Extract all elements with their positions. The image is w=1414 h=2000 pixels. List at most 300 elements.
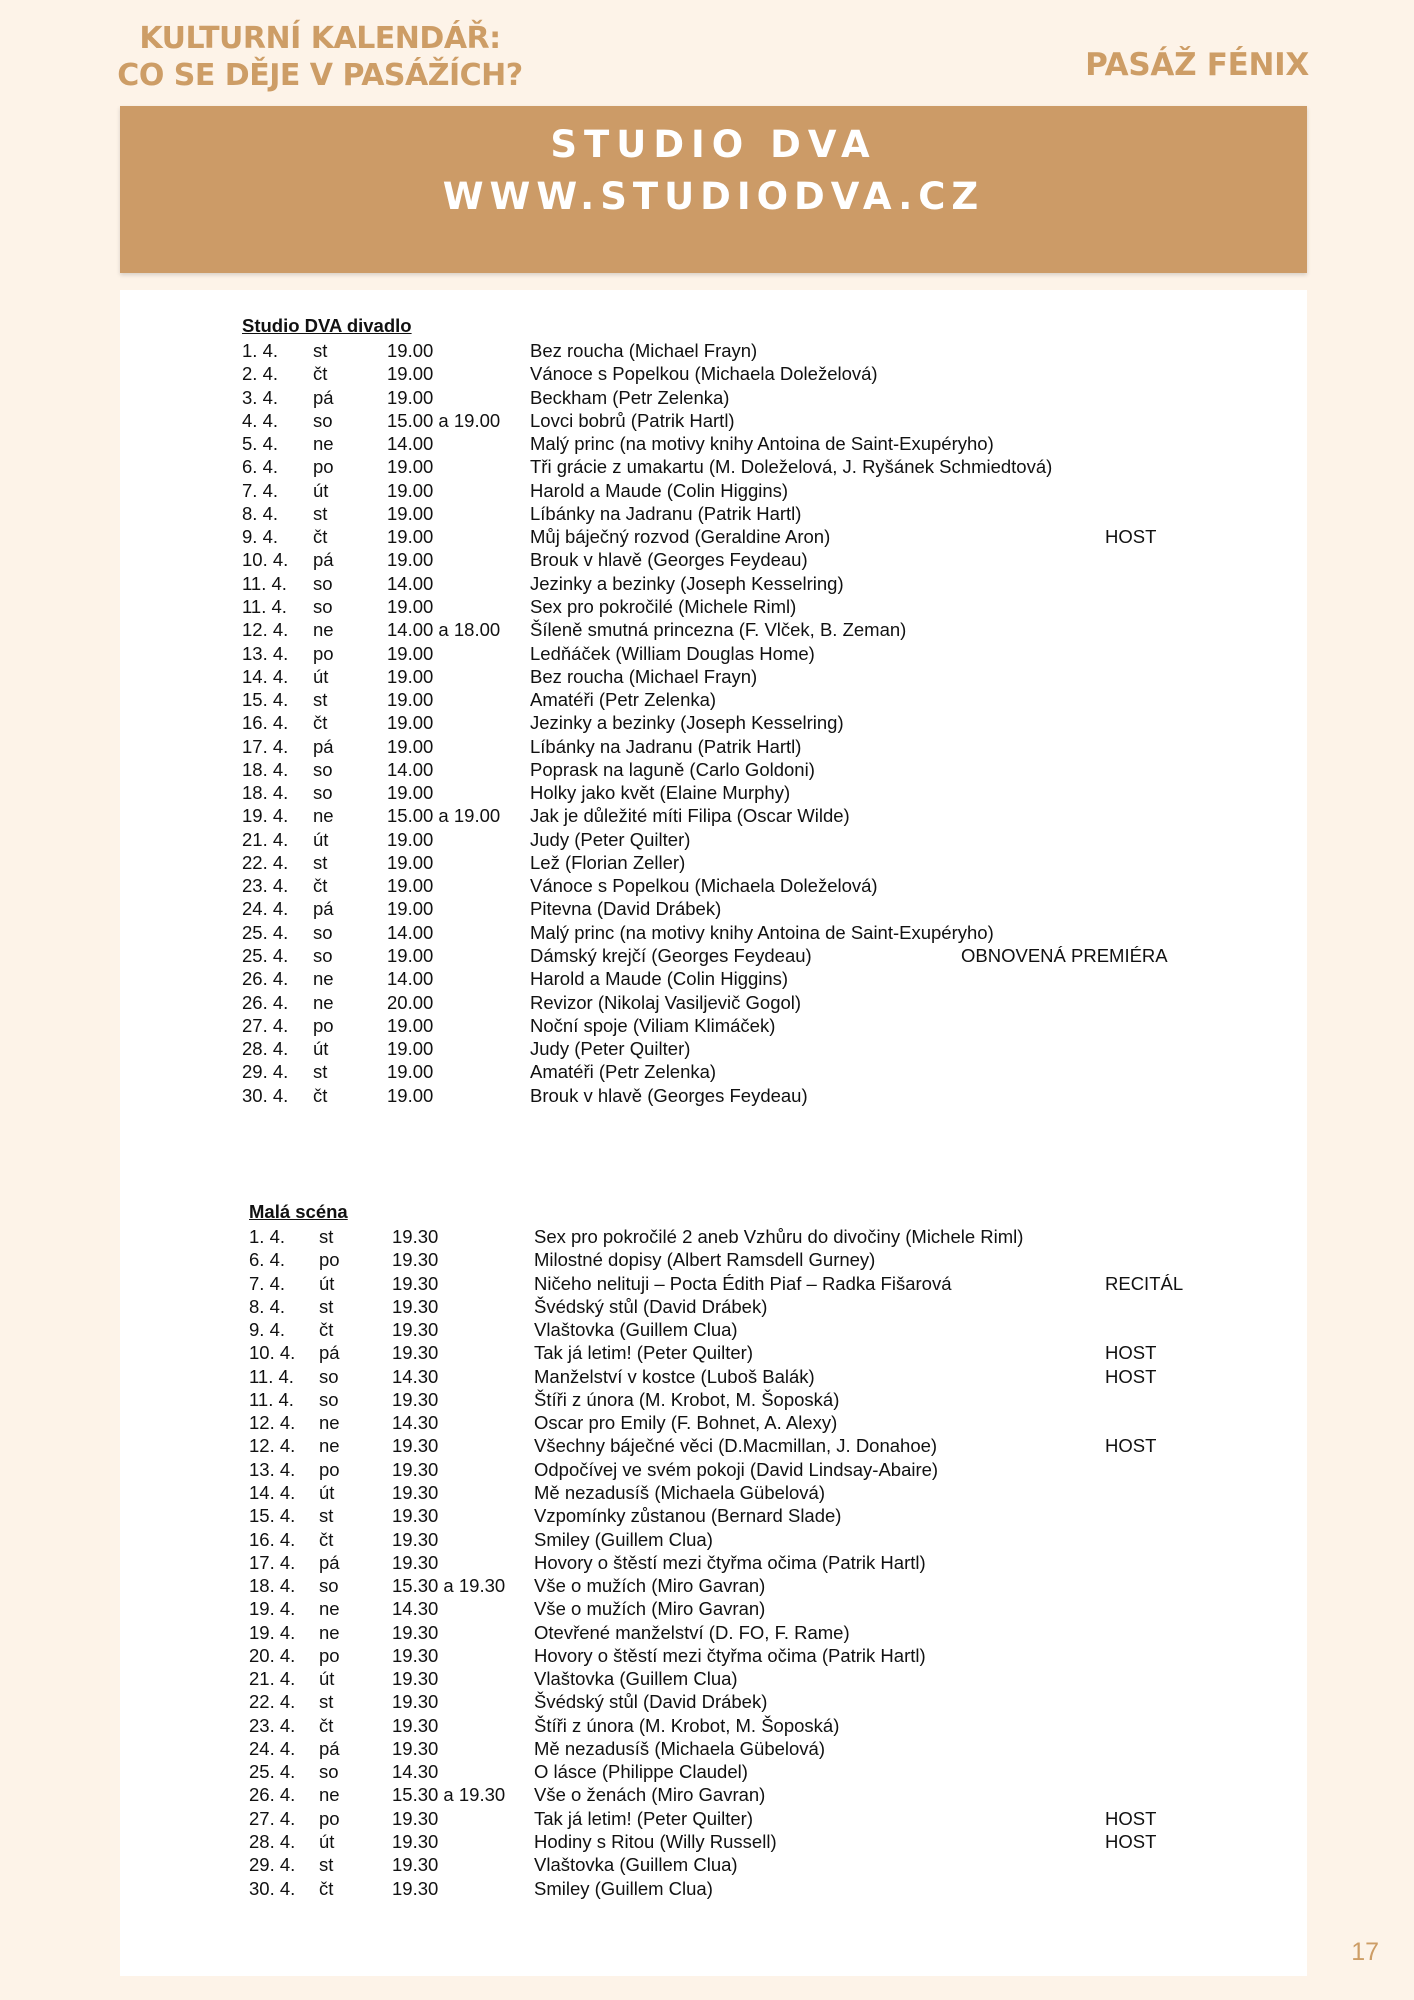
row-title: Judy (Peter Quilter)	[530, 828, 691, 850]
table-row	[120, 991, 1307, 1014]
row-date: 7. 4.	[249, 1272, 285, 1294]
table-row	[120, 1667, 1307, 1690]
table-row	[120, 1481, 1307, 1504]
table-row	[120, 851, 1307, 874]
row-time: 19.00	[387, 1061, 434, 1083]
row-date: 28. 4.	[242, 1038, 289, 1060]
row-day: pá	[313, 898, 334, 920]
row-day: út	[319, 1272, 335, 1294]
page-number: 17	[1351, 1938, 1379, 1966]
table-row	[120, 828, 1307, 851]
row-day: st	[313, 340, 328, 361]
row-title: O lásce (Philippe Claudel)	[534, 1761, 748, 1783]
table-row	[120, 572, 1307, 595]
row-time: 19.30	[392, 1691, 439, 1713]
row-date: 30. 4.	[249, 1877, 296, 1899]
row-time: 15.30 a 19.30	[392, 1575, 506, 1597]
row-day: so	[313, 409, 333, 431]
row-title: Brouk v hlavě (Georges Feydeau)	[530, 1084, 808, 1106]
row-title: Šíleně smutná princezna (F. Vlček, B. Zeman)	[530, 619, 907, 641]
row-title: Vánoce s Popelkou (Michaela Doleželová)	[530, 363, 878, 385]
row-title: Beckham (Petr Zelenka)	[530, 386, 730, 408]
row-date: 23. 4.	[249, 1714, 296, 1736]
row-date: 5. 4.	[242, 433, 278, 455]
table-row	[120, 1341, 1307, 1364]
row-title: Hovory o štěstí mezi čtyřma očima (Patrik Hartl)	[534, 1551, 926, 1573]
section-title-divadlo: Studio DVA divadlo	[242, 315, 412, 336]
row-day: so	[319, 1388, 339, 1410]
row-time: 19.00	[387, 456, 434, 478]
table-row	[120, 548, 1307, 571]
table-row	[120, 1084, 1307, 1107]
row-title: Vlaštovka (Guillem Clua)	[534, 1854, 738, 1876]
row-time: 19.00	[387, 595, 434, 617]
table-row	[120, 1037, 1307, 1060]
row-date: 10. 4.	[249, 1342, 296, 1364]
row-time: 19.00	[387, 782, 434, 804]
row-time: 19.00	[387, 665, 434, 687]
row-date: 1. 4.	[249, 1226, 285, 1247]
row-day: so	[319, 1761, 339, 1783]
row-day: so	[313, 758, 333, 780]
row-time: 19.00	[387, 851, 434, 873]
row-time: 19.30	[392, 1551, 439, 1573]
row-day: so	[319, 1365, 339, 1387]
row-time: 19.00	[387, 1038, 434, 1060]
row-title: Noční spoje (Viliam Klimáček)	[530, 1014, 776, 1036]
row-day: út	[313, 828, 329, 850]
row-day: po	[319, 1249, 340, 1271]
row-time: 19.00	[387, 898, 434, 920]
row-day: čt	[313, 526, 328, 548]
row-date: 3. 4.	[242, 386, 278, 408]
row-time: 19.30	[392, 1644, 439, 1666]
row-time: 19.30	[392, 1505, 439, 1527]
row-time: 19.00	[387, 712, 434, 734]
row-date: 1. 4.	[242, 340, 278, 361]
row-date: 16. 4.	[249, 1528, 296, 1550]
table-row	[120, 1783, 1307, 1806]
row-time: 19.30	[392, 1668, 439, 1690]
row-day: ne	[319, 1784, 340, 1806]
row-day: ne	[319, 1412, 340, 1434]
row-time: 19.30	[392, 1272, 439, 1294]
table-row	[120, 967, 1307, 990]
row-date: 19. 4.	[249, 1598, 296, 1620]
row-date: 8. 4.	[249, 1295, 285, 1317]
row-date: 22. 4.	[242, 851, 289, 873]
row-day: st	[319, 1505, 334, 1527]
banner-website: WWW.STUDIODVA.CZ	[442, 175, 985, 218]
table-row	[120, 455, 1307, 478]
row-time: 19.30	[392, 1831, 439, 1853]
table-row	[120, 1014, 1307, 1037]
table-row	[120, 1458, 1307, 1481]
table-row	[120, 711, 1307, 734]
table-row	[120, 1528, 1307, 1551]
row-day: st	[313, 1061, 328, 1083]
row-title: Jezinky a bezinky (Joseph Kesselring)	[530, 572, 844, 594]
row-title: Holky jako květ (Elaine Murphy)	[530, 782, 791, 804]
row-title: Dámský krejčí (Georges Feydeau)	[530, 945, 812, 967]
row-day: so	[313, 782, 333, 804]
row-date: 13. 4.	[242, 642, 289, 664]
row-title: Vše o mužích (Miro Gavran)	[534, 1575, 766, 1597]
table-row	[120, 1365, 1307, 1388]
row-date: 12. 4.	[242, 619, 289, 641]
row-day: st	[313, 851, 328, 873]
table-row	[120, 1318, 1307, 1341]
row-title: Lovci bobrů (Patrik Hartl)	[530, 409, 735, 431]
table-row	[120, 1807, 1307, 1830]
row-day: po	[319, 1807, 340, 1829]
row-time: 19.30	[392, 1435, 439, 1457]
row-day: po	[313, 1014, 334, 1036]
row-date: 8. 4.	[242, 502, 278, 524]
row-title: Pitevna (David Drábek)	[530, 898, 722, 920]
row-date: 25. 4.	[242, 921, 289, 943]
row-date: 25. 4.	[249, 1761, 296, 1783]
row-day: po	[319, 1644, 340, 1666]
row-day: út	[319, 1831, 335, 1853]
row-day: ne	[319, 1621, 340, 1643]
table-row	[120, 665, 1307, 688]
row-date: 18. 4.	[242, 758, 289, 780]
row-date: 16. 4.	[242, 712, 289, 734]
row-title: Bez roucha (Michael Frayn)	[530, 665, 758, 687]
table-row	[120, 1714, 1307, 1737]
row-title: Tři grácie z umakartu (M. Doleželová, J. Ryšánek Schmiedtová)	[530, 456, 1053, 478]
row-note: RECITÁL	[1105, 1272, 1184, 1294]
table-row	[120, 1411, 1307, 1434]
table-row	[120, 1504, 1307, 1527]
row-time: 14.30	[392, 1412, 439, 1434]
row-time: 19.00	[387, 689, 434, 711]
row-day: ne	[319, 1435, 340, 1457]
row-time: 19.30	[392, 1854, 439, 1876]
row-date: 12. 4.	[249, 1435, 296, 1457]
row-day: čt	[319, 1528, 334, 1550]
row-time: 14.30	[392, 1761, 439, 1783]
program-sheet	[120, 290, 1307, 1976]
row-time: 19.30	[392, 1342, 439, 1364]
row-date: 29. 4.	[242, 1061, 289, 1083]
table-row	[120, 1434, 1307, 1457]
row-day: čt	[319, 1877, 334, 1899]
row-date: 6. 4.	[249, 1249, 285, 1271]
row-time: 19.00	[387, 875, 434, 897]
row-date: 18. 4.	[249, 1575, 296, 1597]
row-title: Smiley (Guillem Clua)	[534, 1877, 713, 1899]
row-time: 15.00 a 19.00	[387, 409, 501, 431]
table-row	[120, 1760, 1307, 1783]
row-title: Tak já letim! (Peter Quilter)	[534, 1807, 753, 1829]
row-title: Líbánky na Jadranu (Patrik Hartl)	[530, 735, 802, 757]
row-day: pá	[319, 1342, 340, 1364]
pasaz-name: PASÁŽ FÉNIX	[1085, 47, 1309, 83]
row-title: Vše o ženách (Miro Gavran)	[534, 1784, 766, 1806]
table-row	[120, 595, 1307, 618]
row-time: 19.00	[387, 386, 434, 408]
row-day: ne	[313, 619, 334, 641]
row-title: Brouk v hlavě (Georges Feydeau)	[530, 549, 808, 571]
row-day: pá	[313, 549, 334, 571]
row-date: 26. 4.	[249, 1784, 296, 1806]
row-day: út	[319, 1668, 335, 1690]
row-time: 19.30	[392, 1807, 439, 1829]
row-day: út	[313, 665, 329, 687]
row-day: so	[313, 945, 333, 967]
row-day: so	[313, 572, 333, 594]
row-time: 19.30	[392, 1226, 439, 1247]
row-day: so	[313, 921, 333, 943]
row-date: 11. 4.	[249, 1388, 294, 1410]
table-row	[120, 1737, 1307, 1760]
table-row	[120, 1830, 1307, 1853]
row-date: 21. 4.	[249, 1668, 296, 1690]
row-day: čt	[313, 712, 328, 734]
row-date: 23. 4.	[242, 875, 289, 897]
row-date: 21. 4.	[242, 828, 289, 850]
row-time: 19.00	[387, 735, 434, 757]
row-date: 9. 4.	[249, 1319, 285, 1341]
row-note: OBNOVENÁ PREMIÉRA	[961, 945, 1168, 967]
table-row	[120, 1853, 1307, 1876]
row-title: Oscar pro Emily (F. Bohnet, A. Alexy)	[534, 1412, 838, 1434]
row-time: 19.30	[392, 1714, 439, 1736]
row-time: 19.30	[392, 1249, 439, 1271]
row-title: Judy (Peter Quilter)	[530, 1038, 691, 1060]
row-note: HOST	[1105, 1831, 1157, 1853]
row-day: po	[313, 642, 334, 664]
row-title: Jak je důležité míti Filipa (Oscar Wilde)	[530, 805, 850, 827]
row-date: 19. 4.	[242, 805, 289, 827]
row-date: 11. 4.	[242, 572, 287, 594]
row-time: 19.00	[387, 1084, 434, 1106]
row-date: 24. 4.	[242, 898, 289, 920]
table-row	[120, 781, 1307, 804]
row-title: Vánoce s Popelkou (Michaela Doleželová)	[530, 875, 878, 897]
row-day: st	[313, 502, 328, 524]
row-time: 19.00	[387, 945, 434, 967]
row-title: Ničeho nelituji – Pocta Édith Piaf – Radka Fišarová	[534, 1272, 952, 1294]
row-title: Vlaštovka (Guillem Clua)	[534, 1319, 738, 1341]
row-day: čt	[319, 1319, 334, 1341]
row-title: Vlaštovka (Guillem Clua)	[534, 1668, 738, 1690]
row-time: 15.30 a 19.30	[392, 1784, 506, 1806]
banner-title: STUDIO DVA	[550, 123, 877, 166]
row-day: st	[319, 1295, 334, 1317]
row-title: Sex pro pokročilé (Michele Riml)	[530, 595, 797, 617]
row-day: ne	[319, 1598, 340, 1620]
row-date: 2. 4.	[242, 363, 278, 385]
row-title: Milostné dopisy (Albert Ramsdell Gurney)	[534, 1249, 876, 1271]
row-time: 19.00	[387, 642, 434, 664]
row-day: po	[313, 456, 334, 478]
row-day: út	[313, 479, 329, 501]
row-day: čt	[313, 363, 328, 385]
table-row	[120, 688, 1307, 711]
row-date: 11. 4.	[249, 1365, 294, 1387]
row-title: Mě nezadusíš (Michaela Gübelová)	[534, 1737, 826, 1759]
table-row	[120, 362, 1307, 385]
row-date: 27. 4.	[242, 1014, 289, 1036]
table-row	[120, 1644, 1307, 1667]
row-day: po	[319, 1458, 340, 1480]
row-time: 19.00	[387, 526, 434, 548]
row-day: pá	[313, 386, 334, 408]
row-note: HOST	[1105, 1435, 1157, 1457]
row-title: Bez roucha (Michael Frayn)	[530, 340, 758, 361]
table-row	[120, 944, 1307, 967]
row-day: ne	[313, 968, 334, 990]
row-date: 9. 4.	[242, 526, 278, 548]
row-date: 25. 4.	[242, 945, 289, 967]
row-title: Revizor (Nikolaj Vasiljevič Gogol)	[530, 991, 802, 1013]
table-row	[120, 339, 1307, 362]
row-day: so	[319, 1575, 339, 1597]
table-row	[120, 618, 1307, 641]
row-day: pá	[313, 735, 334, 757]
row-title: Sex pro pokročilé 2 aneb Vzhůru do divočiny (Michele Riml)	[534, 1226, 1024, 1247]
table-row	[120, 525, 1307, 548]
table-row	[120, 386, 1307, 409]
row-title: Lež (Florian Zeller)	[530, 851, 686, 873]
table-row	[120, 642, 1307, 665]
row-time: 19.00	[387, 549, 434, 571]
table-row	[120, 409, 1307, 432]
row-day: út	[313, 1038, 329, 1060]
row-time: 19.30	[392, 1458, 439, 1480]
kalendar-heading-line1: KULTURNÍ KALENDÁŘ:	[139, 21, 501, 56]
row-date: 29. 4.	[249, 1854, 296, 1876]
section-title-mala-scena: Malá scéna	[249, 1201, 348, 1222]
row-time: 20.00	[387, 991, 434, 1013]
row-title: Otevřené manželství (D. FO, F. Rame)	[534, 1621, 850, 1643]
row-date: 14. 4.	[242, 665, 289, 687]
row-time: 19.30	[392, 1481, 439, 1503]
row-day: pá	[319, 1737, 340, 1759]
row-title: Hovory o štěstí mezi čtyřma očima (Patrik Hartl)	[534, 1644, 926, 1666]
row-time: 19.30	[392, 1737, 439, 1759]
table-row	[120, 1388, 1307, 1411]
row-time: 14.00 a 18.00	[387, 619, 501, 641]
row-time: 19.00	[387, 479, 434, 501]
row-title: Amatéři (Petr Zelenka)	[530, 689, 717, 711]
row-date: 13. 4.	[249, 1458, 296, 1480]
row-date: 22. 4.	[249, 1691, 296, 1713]
row-date: 17. 4.	[242, 735, 289, 757]
row-title: Mě nezadusíš (Michaela Gübelová)	[534, 1481, 826, 1503]
row-day: so	[313, 595, 333, 617]
row-day: ne	[313, 991, 334, 1013]
row-date: 26. 4.	[242, 968, 289, 990]
table-row	[120, 1225, 1307, 1248]
table-row	[120, 921, 1307, 944]
row-title: Švédský stůl (David Drábek)	[534, 1295, 768, 1317]
row-day: st	[319, 1854, 334, 1876]
table-row	[120, 874, 1307, 897]
row-title: Vše o mužích (Miro Gavran)	[534, 1598, 766, 1620]
row-title: Odpočívej ve svém pokoji (David Lindsay-Abaire)	[534, 1458, 939, 1480]
row-date: 12. 4.	[249, 1412, 296, 1434]
row-day: st	[319, 1226, 334, 1247]
row-title: Ledňáček (William Douglas Home)	[530, 642, 815, 664]
row-title: Malý princ (na motivy knihy Antoina de Saint-Exupéryho)	[530, 433, 994, 455]
row-title: Štíři z února (M. Krobot, M. Šoposká)	[534, 1388, 840, 1410]
row-note: HOST	[1105, 1365, 1157, 1387]
row-day: ne	[313, 805, 334, 827]
row-time: 19.00	[387, 340, 434, 361]
row-time: 19.30	[392, 1319, 439, 1341]
row-time: 14.00	[387, 433, 434, 455]
table-row	[120, 1621, 1307, 1644]
table-row	[120, 1574, 1307, 1597]
row-day: ne	[313, 433, 334, 455]
row-time: 19.00	[387, 363, 434, 385]
table-row	[120, 1877, 1307, 1900]
row-date: 20. 4.	[249, 1644, 296, 1666]
row-date: 15. 4.	[249, 1505, 296, 1527]
row-date: 11. 4.	[242, 595, 287, 617]
row-time: 14.30	[392, 1365, 439, 1387]
row-title: Hodiny s Ritou (Willy Russell)	[534, 1831, 777, 1853]
row-time: 19.30	[392, 1877, 439, 1899]
row-title: Štíři z února (M. Krobot, M. Šoposká)	[534, 1714, 840, 1736]
row-title: Manželství v kostce (Luboš Balák)	[534, 1365, 815, 1387]
row-title: Líbánky na Jadranu (Patrik Hartl)	[530, 502, 802, 524]
row-title: Vzpomínky zůstanou (Bernard Slade)	[534, 1505, 842, 1527]
row-title: Můj báječný rozvod (Geraldine Aron)	[530, 526, 831, 548]
row-date: 18. 4.	[242, 782, 289, 804]
table-row	[120, 1551, 1307, 1574]
row-title: Všechny báječné věci (D.Macmillan, J. Donahoe)	[534, 1435, 938, 1457]
table-row	[120, 502, 1307, 525]
row-date: 30. 4.	[242, 1084, 289, 1106]
row-day: čt	[313, 1084, 328, 1106]
row-date: 26. 4.	[242, 991, 289, 1013]
row-date: 17. 4.	[249, 1551, 296, 1573]
row-note: HOST	[1105, 1807, 1157, 1829]
table-row	[120, 479, 1307, 502]
row-day: čt	[313, 875, 328, 897]
row-time: 19.30	[392, 1388, 439, 1410]
row-title: Harold a Maude (Colin Higgins)	[530, 479, 789, 501]
studio-banner	[120, 106, 1307, 273]
kalendar-heading	[105, 20, 535, 94]
row-date: 4. 4.	[242, 409, 278, 431]
row-title: Malý princ (na motivy knihy Antoina de Saint-Exupéryho)	[530, 921, 994, 943]
kalendar-heading-line2: CO SE DĚJE V PASÁŽÍCH?	[117, 58, 523, 93]
table-row	[120, 1060, 1307, 1083]
row-day: st	[319, 1691, 334, 1713]
row-day: út	[319, 1481, 335, 1503]
table-row	[120, 758, 1307, 781]
row-day: pá	[319, 1551, 340, 1573]
row-time: 15.00 a 19.00	[387, 805, 501, 827]
row-title: Jezinky a bezinky (Joseph Kesselring)	[530, 712, 844, 734]
table-row	[120, 1690, 1307, 1713]
row-time: 19.00	[387, 828, 434, 850]
row-time: 19.30	[392, 1295, 439, 1317]
table-row	[120, 1295, 1307, 1318]
row-time: 19.30	[392, 1621, 439, 1643]
row-time: 14.00	[387, 572, 434, 594]
row-title: Poprask na laguně (Carlo Goldoni)	[530, 758, 815, 780]
row-note: HOST	[1105, 1342, 1157, 1364]
table-row	[120, 1248, 1307, 1271]
row-date: 15. 4.	[242, 689, 289, 711]
